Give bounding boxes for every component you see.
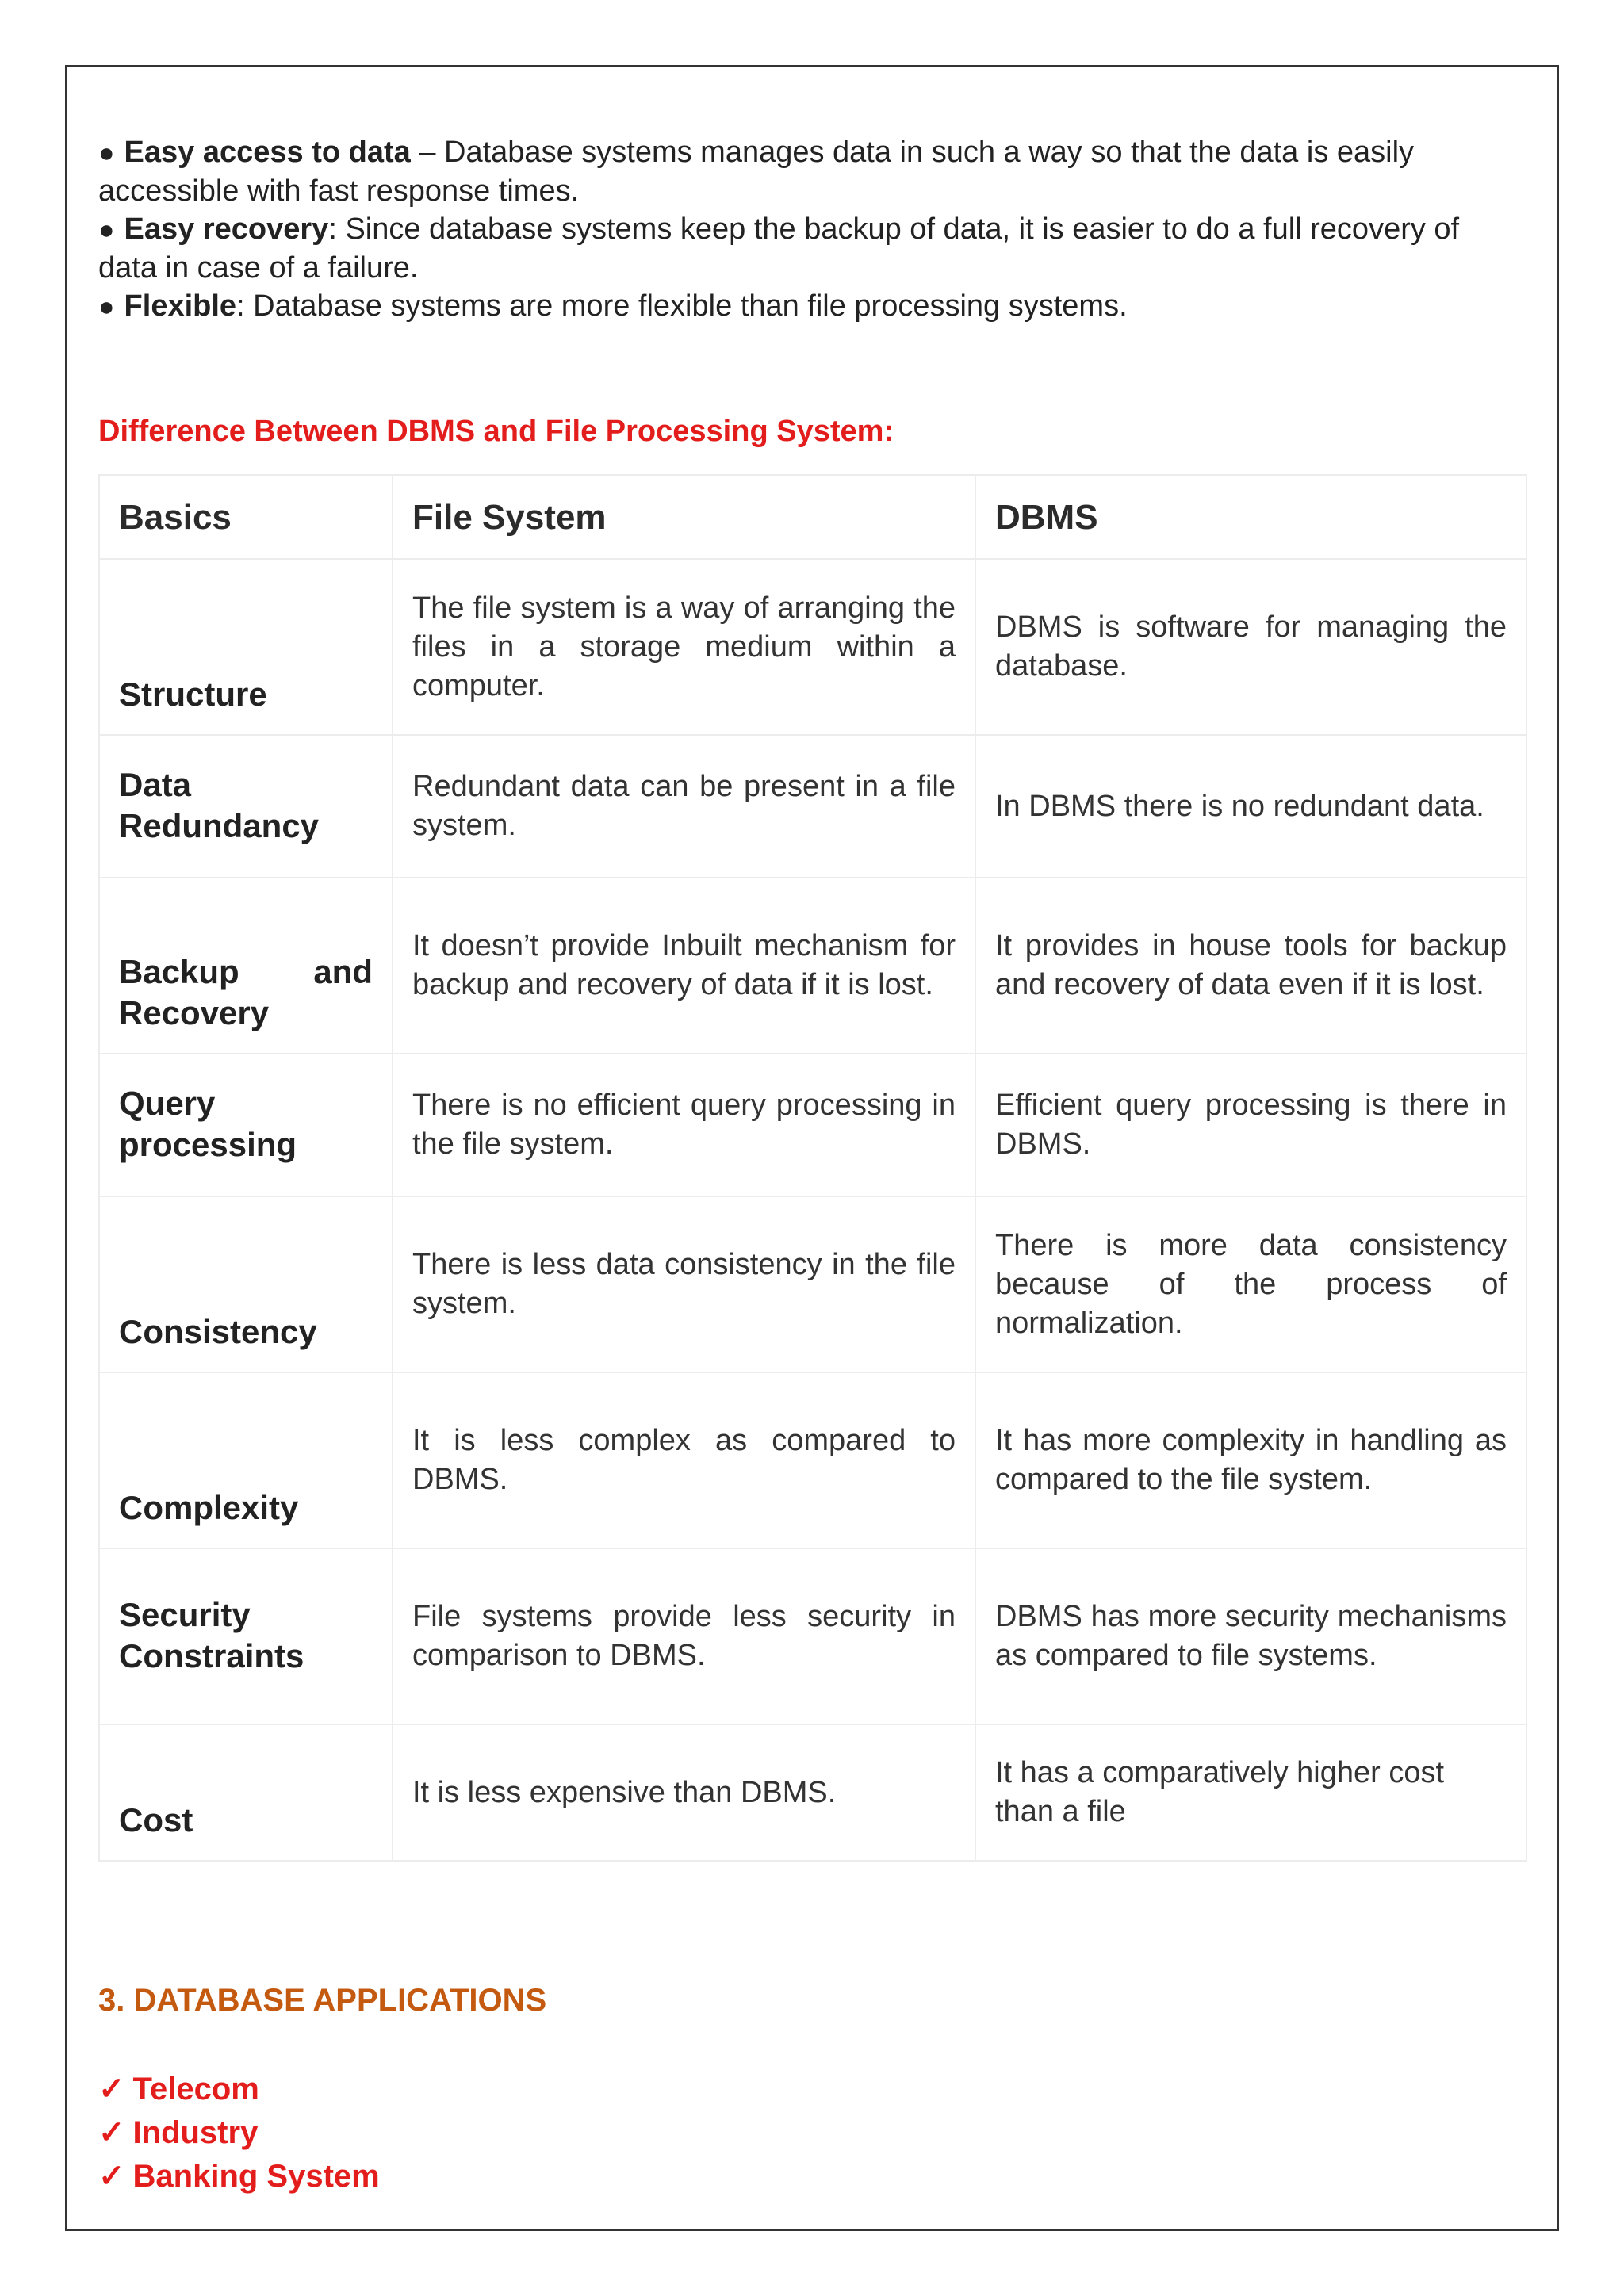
header-basics: Basics [99,475,393,559]
application-item [98,2155,380,2198]
dbms-cell: There is more data consistency because of the process of normalization. [975,1196,1526,1372]
basic-cell: Backup and Recovery [99,878,393,1054]
table-row [99,1548,1526,1724]
bullet-text: Since database systems keep the backup of data, it is easier to do a full recovery of data in case of a failure. [98,212,1460,285]
table-row [99,1196,1526,1372]
application-label: Industry [132,2115,259,2150]
dbms-cell: Efficient query processing is there in DBMS. [975,1054,1526,1196]
application-label: Telecom [132,2072,259,2107]
bullet-item [98,133,1526,210]
application-item [98,2068,380,2111]
dbms-cell: It has a comparatively higher cost than a file [975,1724,1526,1861]
file-system-cell: File systems provide less security in comparison to DBMS. [393,1548,975,1724]
bullet-icon: ● [98,138,115,168]
comparison-table [98,474,1527,1862]
bullet-separator: : [328,212,346,246]
header-dbms: DBMS [975,475,1526,559]
dbms-cell: DBMS is software for managing the database. [975,559,1526,735]
bullet-separator: : [236,289,254,323]
basic-cell: Data Redundancy [99,735,393,878]
bullet-term: Easy access to data [124,136,411,169]
checkmark-icon: ✓ [98,2072,125,2107]
dbms-cell: In DBMS there is no redundant data. [975,735,1526,878]
table-row [99,559,1526,735]
bullet-icon: ● [98,215,115,245]
bullet-term: Flexible [124,289,237,323]
checkmark-icon: ✓ [98,2159,125,2194]
basic-cell: Query processing [99,1054,393,1196]
file-system-cell: It is less complex as compared to DBMS. [393,1372,975,1548]
file-system-cell: Redundant data can be present in a file system. [393,735,975,878]
table-row [99,878,1526,1054]
checkmark-icon: ✓ [98,2115,125,2150]
application-label: Banking System [132,2159,380,2194]
file-system-cell: There is no efficient query processing in the file system. [393,1054,975,1196]
dbms-cell: It has more complexity in handling as compared to the file system. [975,1372,1526,1548]
basic-cell: Complexity [99,1372,393,1548]
table-row [99,1372,1526,1548]
basic-cell: Consistency [99,1196,393,1372]
table-row [99,1054,1526,1196]
application-item [98,2111,380,2155]
table-row [99,735,1526,878]
bullet-term: Easy recovery [124,212,329,246]
dbms-cell: DBMS has more security mechanisms as compared to file systems. [975,1548,1526,1724]
basic-cell: Security Constraints [99,1548,393,1724]
dbms-cell: It provides in house tools for backup and recovery of data even if it is lost. [975,878,1526,1054]
file-system-cell: It is less expensive than DBMS. [393,1724,975,1861]
page-content [98,133,1526,2194]
bullet-item [98,210,1526,287]
bullet-item [98,287,1526,326]
file-system-cell: It doesn’t provide Inbuilt mechanism for backup and recovery of data if it is lost. [393,878,975,1054]
bullet-icon: ● [98,292,115,322]
basic-cell: Cost [99,1724,393,1861]
advantages-list [98,133,1526,326]
applications-heading: 3. DATABASE APPLICATIONS [98,1983,547,2018]
basic-cell: Structure [99,559,393,735]
bullet-text: Database systems manages data in such a way so that the data is easily accessible with fast response times. [98,136,1415,208]
bullet-separator: – [410,136,445,169]
table-header-row [99,475,1526,559]
section-title: Difference Between DBMS and File Processing System: [98,415,894,448]
file-system-cell: There is less data consistency in the file system. [393,1196,975,1372]
applications-list [98,2068,380,2198]
table-row [99,1724,1526,1861]
bullet-text: Database systems are more flexible than file processing systems. [253,289,1128,323]
file-system-cell: The file system is a way of arranging the files in a storage medium within a computer. [393,559,975,735]
header-file-system: File System [393,475,975,559]
